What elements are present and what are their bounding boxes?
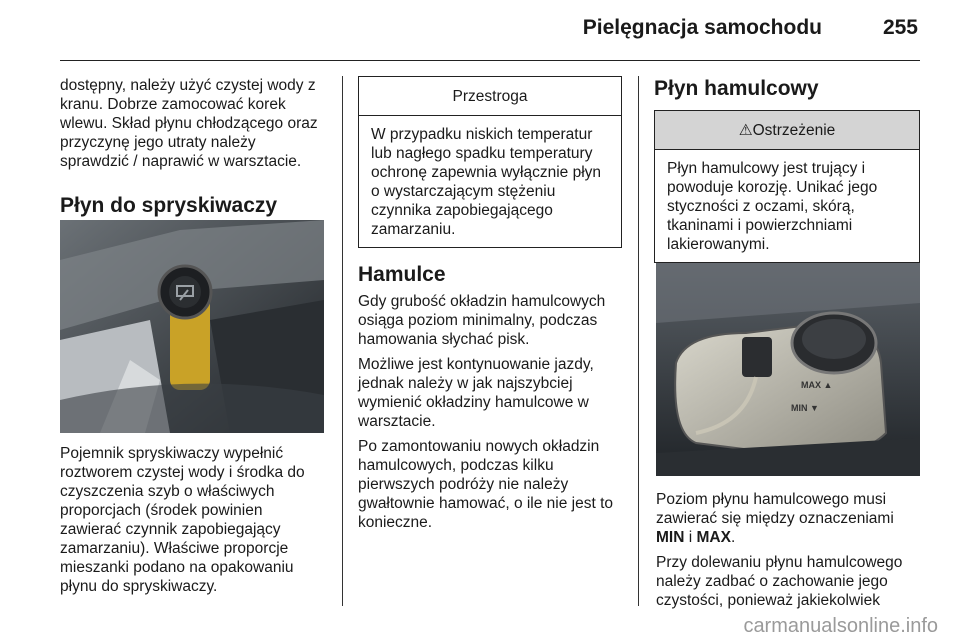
column-3-lower bbox=[656, 490, 920, 616]
caution-box bbox=[358, 76, 622, 248]
intro-paragraph: dostępny, należy użyć czystej wody z kranu. Dobrze zamocować korek wlewu. Skład płynu chłodzącego oraz przyczynę jego utraty należy sprawdzić / naprawić w warsztacie. bbox=[60, 77, 318, 170]
washer-reservoir-photo bbox=[60, 220, 324, 433]
brake-reservoir-photo bbox=[656, 263, 920, 476]
max-label: MAX bbox=[696, 529, 731, 546]
brake-reservoir-illustration bbox=[656, 263, 920, 476]
column-3 bbox=[654, 76, 920, 263]
column-divider-1 bbox=[342, 76, 343, 606]
column-2 bbox=[358, 76, 622, 538]
column-divider-2 bbox=[638, 76, 639, 606]
warning-title: Ostrzeżenie bbox=[752, 122, 836, 139]
min-label: MIN bbox=[656, 529, 685, 546]
washer-reservoir-illustration bbox=[60, 220, 324, 433]
brakes-heading: Hamulce bbox=[358, 263, 446, 286]
warning-header bbox=[655, 111, 919, 150]
and-text: i bbox=[684, 529, 697, 546]
page-number: 255 bbox=[882, 16, 918, 39]
max-mark-label: MAX ▲ bbox=[801, 380, 833, 390]
page-header-title: Pielęgnacja samochodu bbox=[582, 16, 822, 39]
warning-box bbox=[654, 110, 920, 263]
brakes-paragraph-1: Gdy grubość okładzin hamulcowych osiąga poziom minimalny, podczas hamowania słychać pisk. bbox=[358, 293, 606, 348]
brake-fluid-paragraph-1-text: Poziom płynu hamulcowego musi zawierać się między oznaczeniami bbox=[656, 491, 894, 527]
caution-title: Przestroga bbox=[359, 77, 621, 116]
caution-text: W przypadku niskich temperatur lub nagłego spadku temperatury ochronę zapewnia wyłącznie płyn o wystarczającym stężeniu czynnika zapobiegającego zamarzaniu. bbox=[371, 126, 602, 238]
warning-text: Płyn hamulcowy jest trujący i powoduje korozję. Unikać jego styczności z oczami, skórą, tkaninami i powierzchniami lakierowanymi. bbox=[667, 160, 878, 253]
washer-fluid-heading: Płyn do spryskiwaczy bbox=[60, 194, 278, 217]
brakes-paragraph-3: Po zamontowaniu nowych okładzin hamulcowych, podczas kilku pierwszych podróży nie należy gwałtownie hamować, o ile nie jest to konieczne. bbox=[358, 438, 614, 531]
min-mark-label: MIN ▼ bbox=[791, 403, 819, 413]
washer-fluid-paragraph: Pojemnik spryskiwaczy wypełnić roztworem czystej wody i środka do czyszczenia szyb o właściwych proporcjach (środek powinien zawierać czynnik zapobiegający zamarzaniu). Właściwe proporcje mieszanki podano na opakowaniu płynu do spryskiwaczy. bbox=[60, 445, 305, 595]
brake-fluid-paragraph-1 bbox=[656, 490, 920, 547]
brake-fluid-paragraph-2: Przy dolewaniu płynu hamulcowego należy zadbać o zachowanie jego czystości, ponieważ jakiekolwiek bbox=[656, 554, 903, 609]
brake-fluid-heading: Płyn hamulcowy bbox=[654, 77, 819, 100]
warning-triangle-icon: ⚠ bbox=[738, 122, 753, 139]
watermark: carmanualsonline.info bbox=[743, 615, 938, 637]
column-1 bbox=[60, 76, 326, 219]
column-1-lower bbox=[60, 444, 326, 602]
header-rule bbox=[60, 60, 920, 61]
brakes-paragraph-2: Możliwe jest kontynuowanie jazdy, jednak należy w jak najszybciej wymienić okładziny hamulcowe w warsztacie. bbox=[358, 356, 594, 430]
period-text: . bbox=[730, 529, 736, 546]
